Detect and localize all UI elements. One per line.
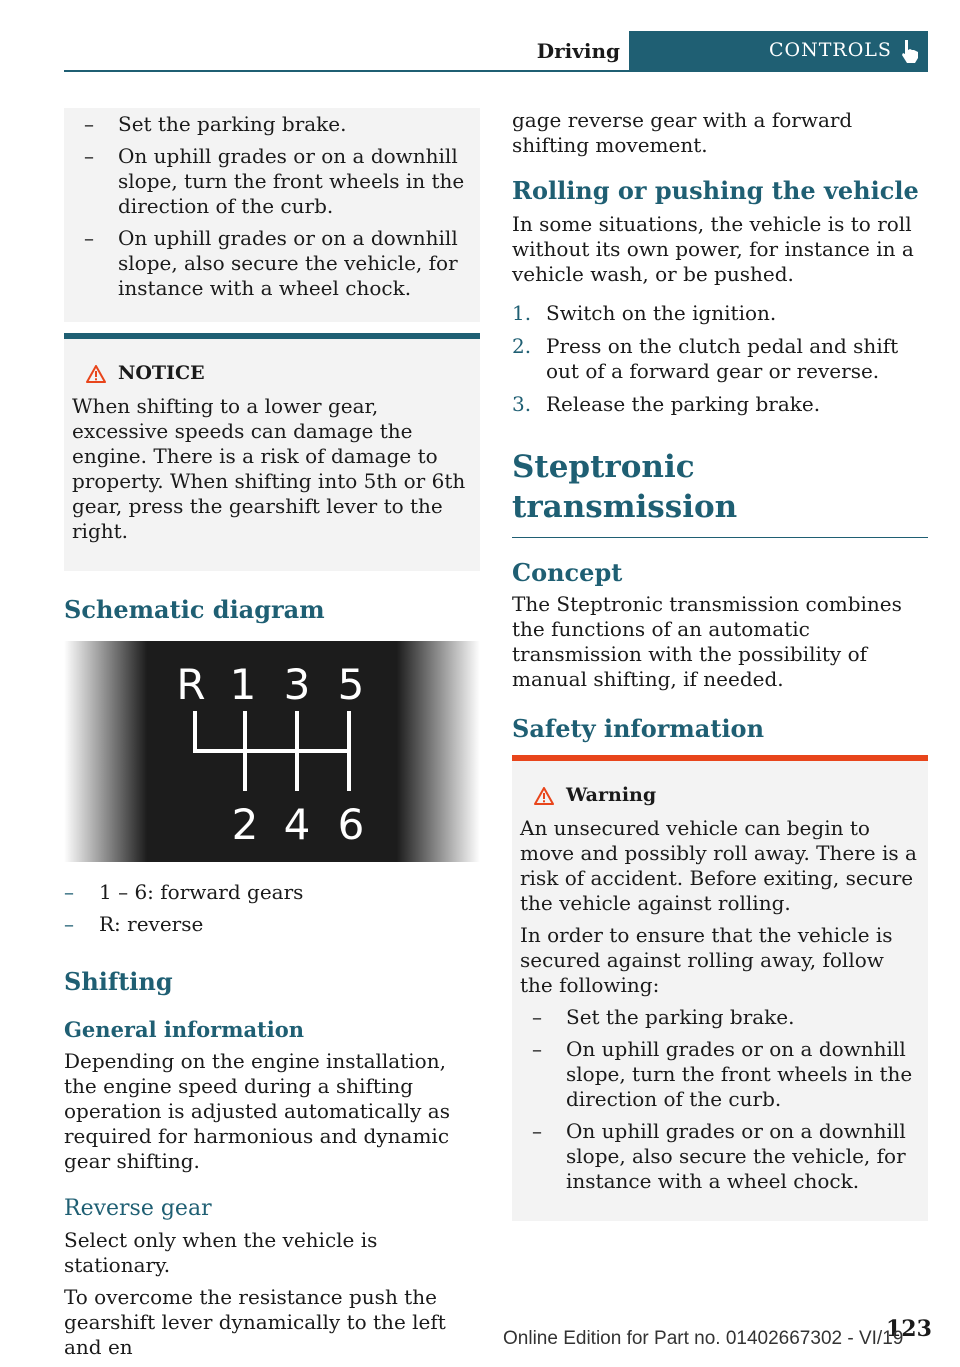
warning-box: [512, 755, 928, 1221]
continued-text: gage reverse gear with a forward shifting movement.: [512, 108, 853, 157]
list-item: – 1 – 6: forward gears: [64, 880, 304, 904]
gear-label-1: 1: [229, 660, 257, 709]
hand-pointer-icon: [899, 38, 921, 64]
warning-title: Warning: [520, 783, 920, 808]
gear-label-4: 4: [283, 800, 311, 849]
list-item: 2. Press on the clutch pedal and shift out of a forward gear or reverse.: [512, 334, 899, 383]
list-item: – On uphill grades or on a downhill slope, turn the front wheels in the direction of the curb.: [84, 144, 465, 218]
concept-heading: Concept: [512, 558, 623, 587]
concept-text: The Steptronic transmission combines the functions of an automatic transmission with the possibility of manual shifting, if needed.: [512, 592, 902, 691]
gearshift-diagram: [64, 641, 480, 862]
gear-label-r: R: [176, 660, 206, 709]
list-item: – On uphill grades or on a downhill slope, also secure the vehicle, for instance with a wheel chock.: [84, 226, 458, 300]
header-rule: [64, 70, 928, 72]
steptronic-heading: Steptronic transmission: [512, 447, 928, 538]
notice-box: [64, 333, 480, 571]
general-info-heading: General information: [64, 1017, 305, 1042]
list-item: – On uphill grades or on a downhill slope, also secure the vehicle, for instance with a wheel chock.: [532, 1119, 906, 1193]
edition-footer: Online Edition for Part no. 01402667302 - VI/19: [503, 1328, 904, 1349]
list-item: – On uphill grades or on a downhill slope, turn the front wheels in the direction of the curb.: [532, 1037, 913, 1111]
notice-text: When shifting to a lower gear, excessive speeds can damage the engine. There is a risk of damage to property. When shifting into 5th or 6th gear, press the gearshift lever to the right.: [72, 394, 466, 543]
list-item: – Set the parking brake.: [532, 1005, 795, 1029]
rolling-text: In some situations, the vehicle is to roll without its own power, for instance in a vehicle wash, or be pushed.: [512, 212, 914, 286]
list-item: – Set the parking brake.: [84, 112, 347, 136]
warning-text-2: In order to ensure that the vehicle is secured against rolling away, follow the following:: [520, 923, 893, 997]
gear-label-3: 3: [283, 660, 311, 709]
reverse-gear-text-1: Select only when the vehicle is stationary.: [64, 1228, 378, 1277]
warning-triangle-icon: [534, 787, 554, 805]
reverse-gear-text-2: To overcome the resistance push the gearshift lever dynamically to the left and en: [64, 1285, 446, 1359]
securing-list: [72, 112, 472, 301]
notice-title: NOTICE: [72, 361, 472, 386]
shifting-heading: Shifting: [64, 967, 173, 996]
safety-heading: Safety information: [512, 714, 765, 743]
list-item: 3. Release the parking brake.: [512, 392, 821, 416]
list-item: – R: reverse: [64, 912, 204, 936]
page-number: 123: [886, 1316, 932, 1342]
page-header: [0, 31, 960, 73]
list-item: 1. Switch on the ignition.: [512, 301, 777, 325]
rolling-heading: Rolling or pushing the vehicle: [512, 176, 919, 205]
rolling-steps: [512, 301, 928, 417]
chapter-label: CONTROLS: [769, 39, 892, 61]
section-label: Driving: [536, 39, 620, 63]
securing-box: [64, 108, 480, 322]
gear-label-6: 6: [337, 800, 365, 849]
warning-text-1: An unsecured vehicle can begin to move and possibly roll away. There is a risk of accident. Before exiting, secure the vehicle against rolling.: [520, 816, 917, 915]
warning-list: [520, 1005, 920, 1194]
general-info-text: Depending on the engine installation, the engine speed during a shifting operation is adjusted automatically as required for harmonious and dynamic gear shifting.: [64, 1049, 450, 1173]
left-column: [64, 108, 480, 1367]
warning-triangle-icon: [86, 365, 106, 383]
reverse-gear-heading: Reverse gear: [64, 1196, 212, 1221]
right-column: [512, 108, 928, 1221]
gear-label-5: 5: [337, 660, 365, 709]
chapter-tab: [629, 31, 928, 70]
diagram-legend: [64, 880, 480, 937]
schematic-heading: Schematic diagram: [64, 595, 325, 624]
gear-label-2: 2: [231, 800, 259, 849]
